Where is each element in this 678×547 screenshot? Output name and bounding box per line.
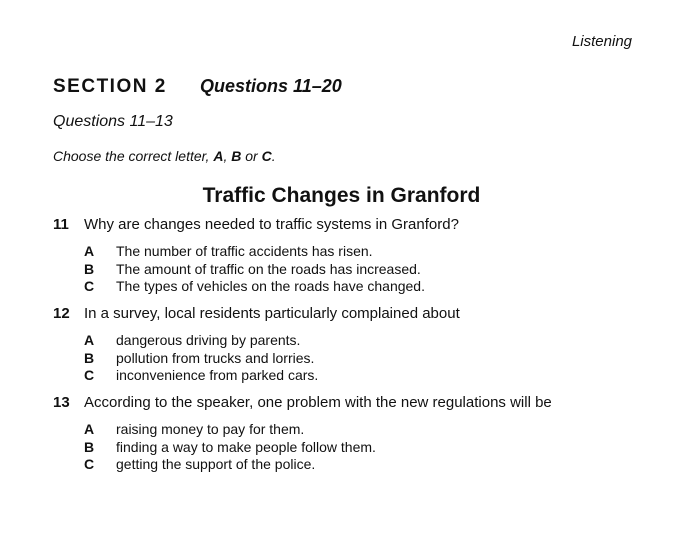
- option-text: finding a way to make people follow them.: [116, 438, 376, 455]
- answer-option-c[interactable]: [84, 456, 653, 474]
- instruction-letter-b: B: [231, 148, 242, 164]
- option-letter: A: [84, 421, 95, 437]
- answer-option-a[interactable]: [84, 332, 653, 350]
- instruction-separator: or: [241, 148, 262, 164]
- option-text: dangerous driving by parents.: [116, 332, 301, 348]
- answer-options: [84, 243, 653, 296]
- option-letter: B: [84, 438, 95, 455]
- option-text: The amount of traffic on the roads has increased.: [116, 260, 421, 277]
- answer-options: [84, 421, 653, 474]
- page-header-label: Listening: [571, 33, 632, 50]
- question-text: In a survey, local residents particularly complained about: [84, 305, 460, 322]
- question-number: 11: [53, 216, 69, 233]
- option-text: getting the support of the police.: [116, 456, 316, 472]
- question-13: [53, 394, 653, 474]
- option-letter: C: [84, 367, 95, 383]
- question-stem: [53, 305, 653, 323]
- option-text: raising money to pay for them.: [116, 421, 305, 437]
- section-question-range: Questions 11–20: [200, 76, 342, 96]
- document-title: Traffic Changes in Granford: [202, 184, 481, 207]
- instruction-letter-a: A: [213, 148, 224, 164]
- question-text: According to the speaker, one problem with the new regulations will be: [84, 394, 552, 411]
- option-letter: B: [84, 260, 95, 277]
- question-12: [53, 305, 653, 385]
- option-text: The types of vehicles on the roads have changed.: [116, 278, 425, 294]
- answer-option-b[interactable]: [84, 261, 653, 279]
- question-number: 13: [53, 394, 70, 411]
- option-letter: C: [84, 456, 95, 472]
- option-letter: A: [84, 243, 95, 259]
- option-text: pollution from trucks and lorries.: [116, 349, 315, 366]
- question-number: 12: [53, 305, 70, 322]
- option-text: The number of traffic accidents has risen.: [116, 243, 373, 259]
- instruction-separator: ,: [223, 148, 232, 164]
- section-title: SECTION 2: [53, 76, 167, 97]
- instruction-text: [53, 148, 276, 164]
- option-letter: C: [84, 278, 95, 294]
- answer-option-c[interactable]: [84, 278, 653, 296]
- option-letter: A: [84, 332, 95, 348]
- answer-option-b[interactable]: [84, 350, 653, 368]
- answer-option-a[interactable]: [84, 421, 653, 439]
- question-11: [53, 216, 653, 296]
- question-stem: [53, 216, 653, 234]
- instruction-suffix: .: [271, 148, 276, 164]
- question-stem: [53, 394, 653, 412]
- answer-option-a[interactable]: [84, 243, 653, 261]
- instruction-prefix: Choose the correct letter,: [53, 148, 214, 164]
- answer-options: [84, 332, 653, 385]
- option-letter: B: [84, 349, 95, 366]
- instruction-letter-c: C: [261, 148, 272, 164]
- answer-option-c[interactable]: [84, 367, 653, 385]
- section-heading: [53, 76, 342, 98]
- option-text: inconvenience from parked cars.: [116, 367, 319, 383]
- subsection-question-range: Questions 11–13: [53, 113, 173, 130]
- answer-option-b[interactable]: [84, 439, 653, 457]
- question-text: Why are changes needed to traffic systems in Granford?: [84, 216, 459, 233]
